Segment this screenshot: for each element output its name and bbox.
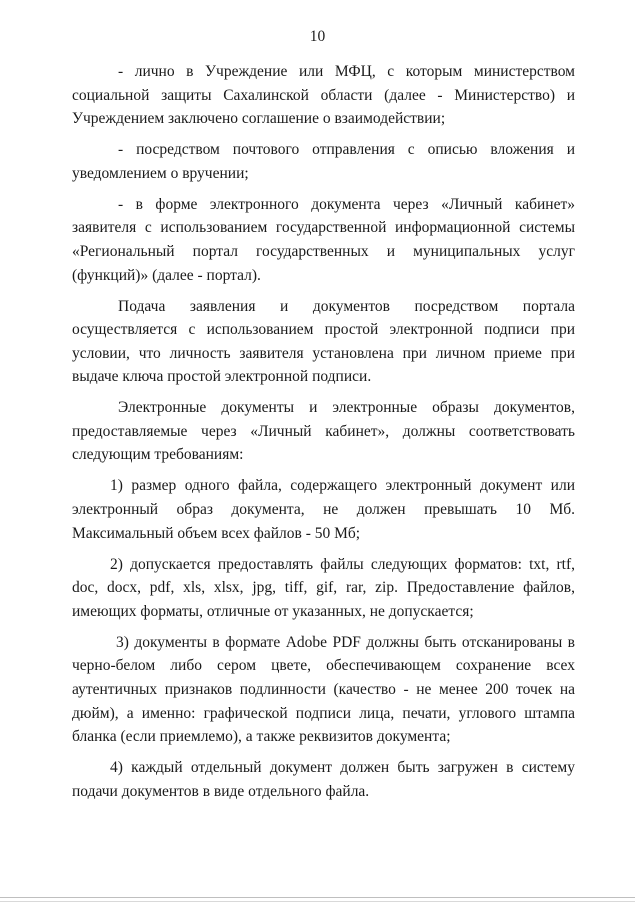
list-item-pdf-scan: 3) документы в формате Adobe PDF должны быть отсканированы в черно-белом либо сером цвете, обеспечивающем сохранение всех аутентичных признаков подлинности (качество - не менее 200 точек на дюйм), а именно: графической подписи лица, печати, углового штампа бланка (если приемлемо), а также реквизитов документа; (72, 633, 575, 746)
page-bottom-edge-shadow (0, 901, 635, 902)
list-item-separate-files: 4) каждый отдельный документ должен быть загружен в систему подачи документов в виде отдельного файла. (72, 759, 575, 800)
paragraph-requirements-intro: Электронные документы и электронные образы документов, предоставляемые через «Личный кабинет», должны соответствовать следующим требованиям: (72, 399, 575, 464)
paragraph-submission-by-mail: - посредством почтового отправления с описью вложения и уведомлением о вручении; (72, 141, 575, 182)
paragraph-electronic-signature: Подача заявления и документов посредством портала осуществляется с использованием простой электронной подписи при условии, что личность заявителя установлена при личном приеме при выдаче ключа простой электронной подписи. (72, 297, 575, 386)
list-item-file-size: 1) размер одного файла, содержащего электронный документ или электронный образ документа, не должен превышать 10 Мб. Максимальный объем всех файлов - 50 Мб; (72, 477, 575, 542)
page-bottom-edge (0, 897, 635, 898)
document-body (72, 60, 575, 811)
paragraph-submission-in-person: - лично в Учреждение или МФЦ, с которым министерством социальной защиты Сахалинской области (далее - Министерство) и Учреждением заключено соглашение о взаимодействии; (72, 63, 575, 128)
list-item-file-formats: 2) допускается предоставлять файлы следующих форматов: txt, rtf, doc, docx, pdf, xls, xlsx, jpg, tiff, gif, rar, zip. Предоставление файлов, имеющих форматы, отличные от указанных, не допускается; (72, 555, 575, 620)
paragraph-submission-electronic: - в форме электронного документа через «Личный кабинет» заявителя с использованием государственной информационной системы «Региональный портал государственных и муниципальных услуг (функций)» (далее - портал). (72, 195, 575, 284)
page-number: 10 (309, 28, 326, 45)
